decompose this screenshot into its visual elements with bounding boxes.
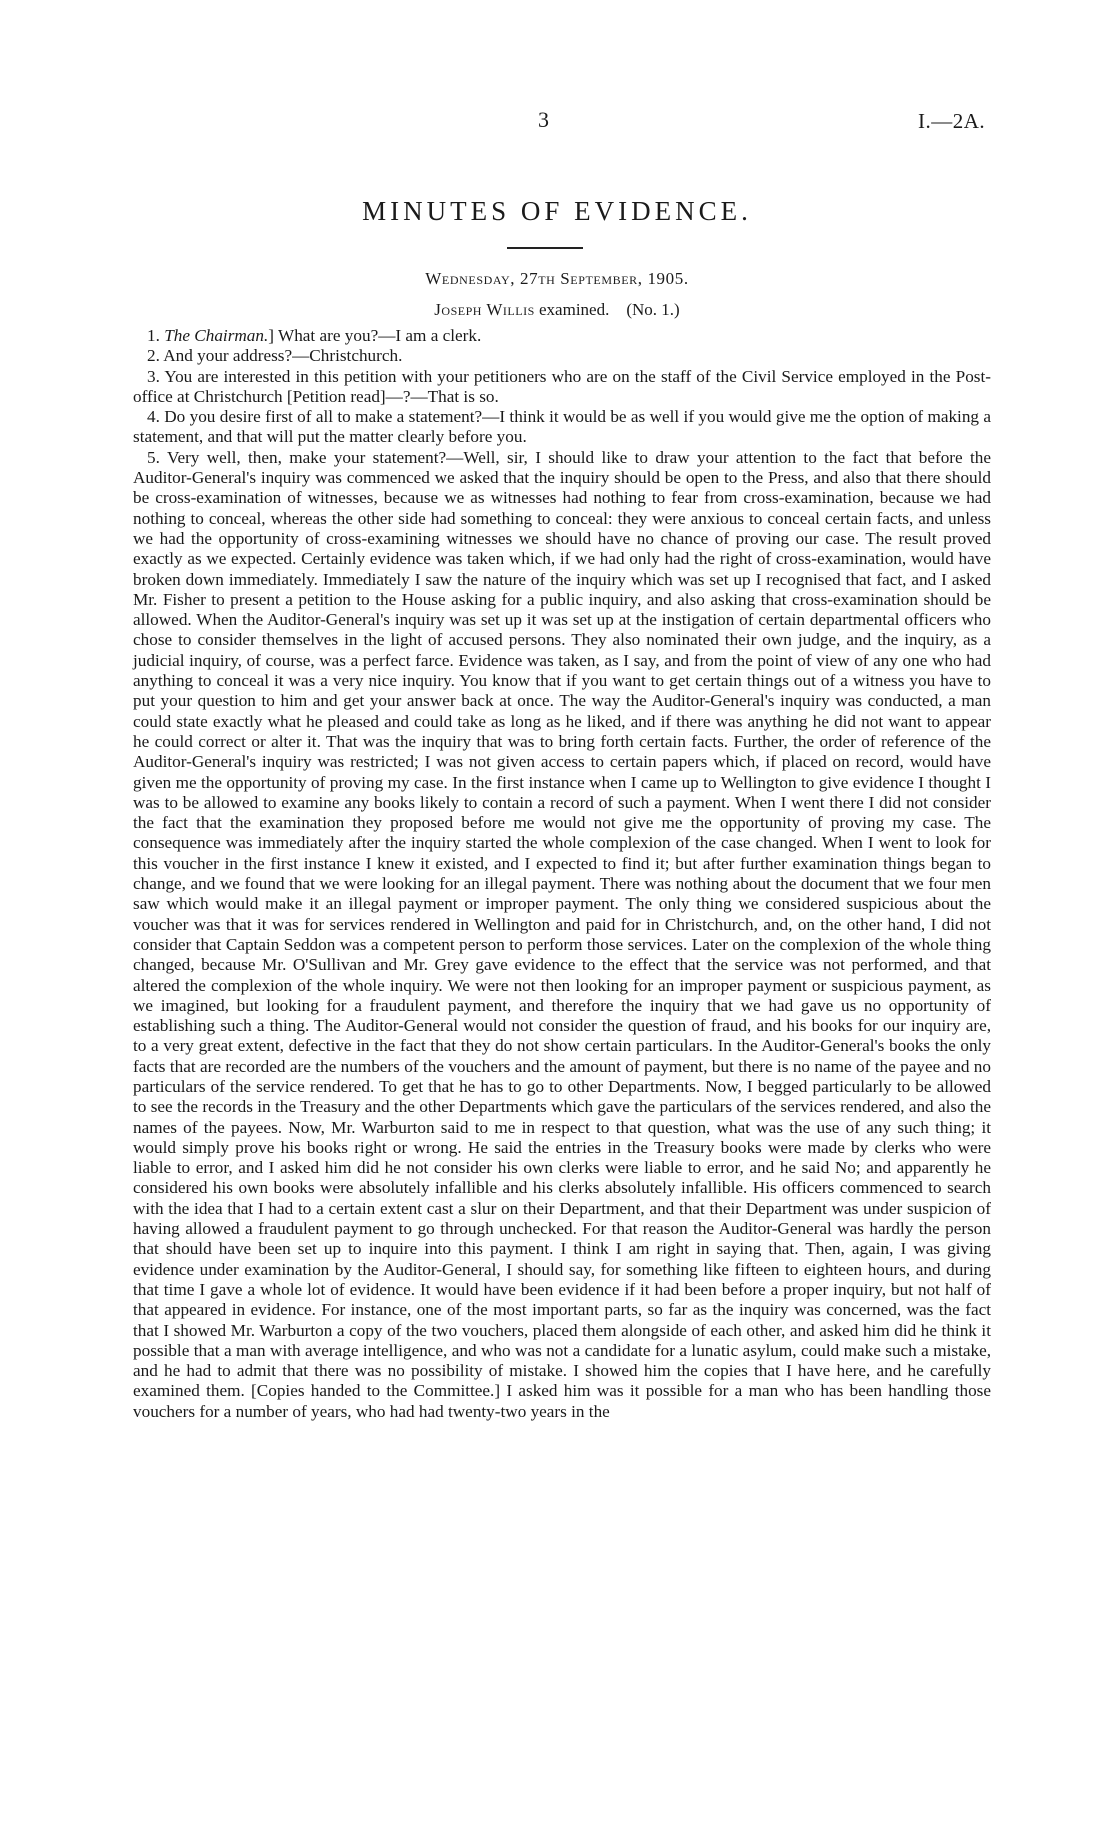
question-5: 5. Very well, then, make your statement?—Well, sir, I should like to draw your attention to the fact that before the Auditor-General's inquiry was commenced we asked that the inquiry should be open to the Press, and also that there should be cross-examination of witnesses, because we as witnesses had nothing to fear from cross-examination, because we had nothing to conceal, whereas the other side had something to conceal: they were anxious to conceal certain facts, and unless we had the opportunity of cross-examining witnesses we should have no chance of proving our case. The result proved exactly as we expected. Certainly evidence was taken which, if we had only had the right of cross-examination, would have broken down immediately. Immediately I saw the nature of the inquiry which was set up I recognised that fact, and I asked Mr. Fisher to present a petition to the House asking for a public inquiry, and also asking that cross-examination should be allowed. When the Auditor-General's inquiry was set up it was set up at the instigation of certain departmental officers who chose to consider themselves in the light of accused persons. They also nominated their own judge, and the inquiry, as a judicial inquiry, of course, was a perfect farce. Evidence was taken, as I say, and from the point of view of any one who had anything to conceal it was a very nice inquiry. You know that if you want to get certain things out of a witness you have to put your question to him and get your answer back at once. The way the Auditor-General's inquiry was conducted, a man could state exactly what he pleased and could take as long as he liked, and if there was anything he did not want to appear he could correct or alter it. That was the inquiry that was to bring forth certain facts. Further, the order of reference of the Auditor-General's inquiry was restricted; I was not given access to certain papers which, if placed on record, would have given me the opportunity of proving my case. In the first instance when I came up to Wellington to give evidence I thought I was to be allowed to examine any books likely to contain a record of such a payment. When I went there I did not consider the fact that the examination they proposed before me would not give me the opportunity of proving my case. The consequence was immediately after the inquiry started the whole complexion of the case changed. When I went to look for this voucher in the first instance I knew it existed, and I expected to find it; but after further examination things began to change, and we found that we were looking for an illegal payment. There was nothing about the document that we four men saw which would make it an illegal payment or improper payment. The only thing we considered suspicious about the voucher was that it was for services rendered in Wellington and paid for in Christchurch, and, on the other hand, I did not consider that Captain Seddon was a competent person to perform those services. Later on the complexion of the whole thing changed, because Mr. O'Sullivan and Mr. Grey gave evidence to the effect that the service was not performed, and that altered the complexion of the whole inquiry. We were not then looking for an improper payment or suspicious payment, as we imagined, but looking for a fraudulent payment, and therefore the inquiry that we had gave us no opportunity of establishing such a thing. The Auditor-General would not consider the question of fraud, and his books for our inquiry are, to a very great extent, defective in the fact that they do not show certain particulars. In the Auditor-General's books the only facts that are recorded are the numbers of the vouchers and the amount of payment, but there is no name of the payee and no particulars of the service rendered. To get that he has to go to other Departments. Now, I begged particularly to be allowed to see the records in the Treasury and the other Departments which gave the particulars of the services rendered, and also the names of the payees. Now, Mr. Warburton said to me in respect to that question, what was the use of any such thing; it would simply prove his books right or wrong. He said the entries in the Treasury books were made by clerks who were liable to error, and I asked him did he not consider his own clerks were liable to error, and he said No; and apparently he considered his own books were absolutely infallible and his clerks absolutely infallible. His officers commenced to search with the idea that I had to a certain extent cast a slur on their Department, and that their Department was under suspicion of having allowed a fraudulent payment to go through unchecked. For that reason the Auditor-General was hardly the person that should have been set up to inquire into this payment. I think I am right in saying that. Then, again, I was giving evidence under examination by the Auditor-General, I should say, for something like fifteen to eighteen hours, and during that time I gave a whole lot of evidence. It would have been evidence if it had been before a proper inquiry, but not half of that appeared in evidence. For instance, one of the most important parts, so far as the inquiry was concerned, was the fact that I showed Mr. Warburton a copy of the two vouchers, placed them alongside of each other, and asked him did he think it possible that a man with average intelligence, and who was not a candidate for a lunatic asylum, could make such a mistake, and he had to admit that there was no possibility of mistake. I showed him the copies that I have here, and he carefully examined them. [Copies handed to the Committee.] I asked him was it possible for a man who has been handling those vouchers for a number of years, who had had twenty-two years in the bbox=[133, 447, 991, 1421]
question-number: 1. bbox=[147, 326, 160, 345]
witness-line bbox=[0, 300, 1114, 320]
question-3: 3. You are interested in this petition with your petitioners who are on the staff of the Civil Service employed in the Post-office at Christchurch [Petition read]—?—That is so. bbox=[133, 366, 991, 406]
paper-reference: I.—2A. bbox=[918, 109, 986, 133]
witness-examined: examined. bbox=[539, 300, 610, 319]
sitting-date: Wednesday, 27th September, 1905. bbox=[425, 269, 689, 288]
question-text: ] What are you?—I am a clerk. bbox=[268, 326, 482, 345]
page-number: 3 bbox=[538, 107, 549, 132]
question-2: 2. And your address?—Christchurch. bbox=[147, 346, 403, 366]
witness-name: Joseph Willis bbox=[434, 300, 535, 319]
chairman-label: The Chairman. bbox=[164, 326, 269, 345]
question-1 bbox=[133, 326, 991, 346]
page-title: MINUTES OF EVIDENCE. bbox=[362, 196, 752, 226]
evidence-body bbox=[133, 326, 991, 1422]
title-rule bbox=[507, 247, 583, 249]
question-4: 4. Do you desire first of all to make a statement?—I think it would be as well if you would give me the option of making a statement, and that will put the matter clearly before you. bbox=[133, 407, 991, 447]
witness-number: (No. 1.) bbox=[626, 300, 680, 319]
